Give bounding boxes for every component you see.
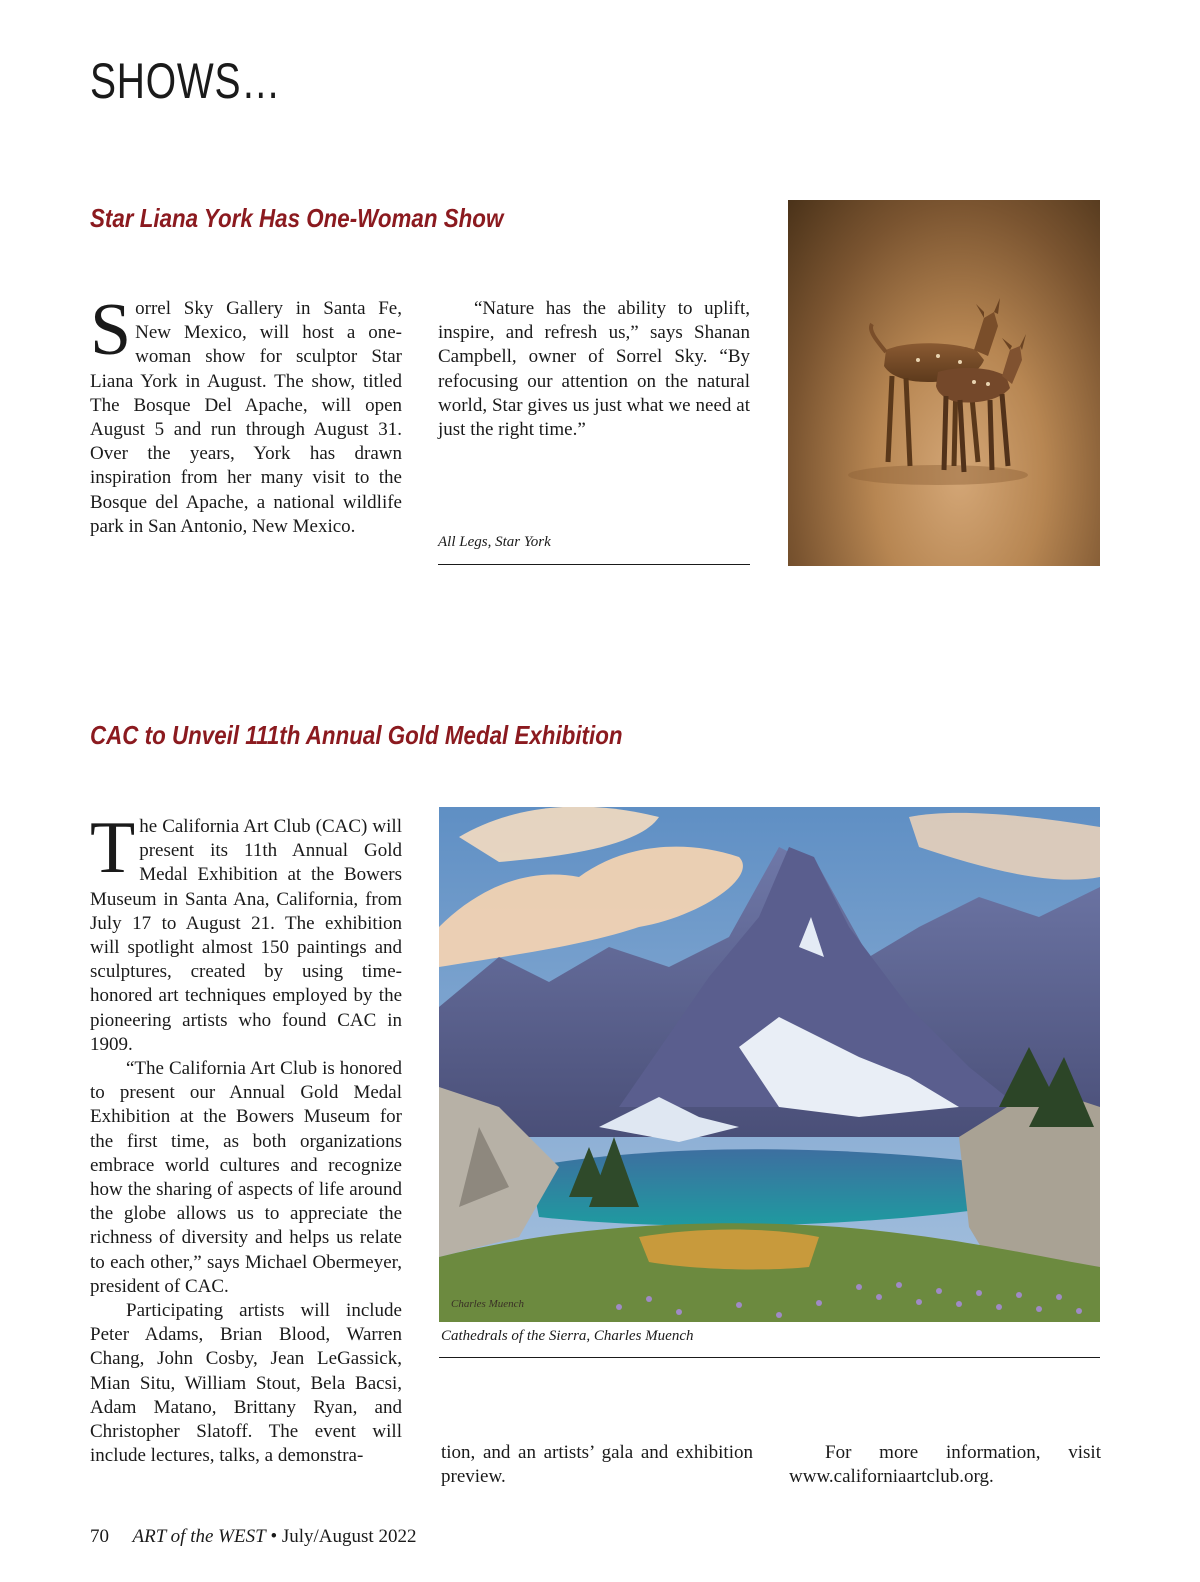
article1-headline: Star Liana York Has One-Woman Show xyxy=(90,203,504,233)
article1-column-1 xyxy=(90,289,402,539)
article1-caption-rule xyxy=(438,564,750,565)
article2-paragraph-4: For more information, visit www.californiaartclub.org. xyxy=(789,1442,1101,1488)
article2-column-3 xyxy=(789,1441,1101,1489)
article2-column-2 xyxy=(441,1441,753,1489)
mountain-painting-image xyxy=(439,807,1100,1322)
article2-caption-rule xyxy=(439,1357,1100,1358)
article2-paragraph-3a: Participating artists will include Peter Adams, Brian Blood, Warren Chang, John Cosby, Jean LeGassick, Mian Situ, William Stout, Bela Bacsi, Adam Matano, Brittany Ryan, and Christopher Slatoff. The event will include lectures, talks, a demonstra- xyxy=(90,1300,402,1467)
article2-headline: CAC to Unveil 111th Annual Gold Medal Exhibition xyxy=(90,720,623,750)
page-footer xyxy=(90,1526,416,1548)
mountain-painting-photo xyxy=(439,807,1100,1322)
fawn-sculpture-image xyxy=(788,200,1100,566)
article2-caption: Cathedrals of the Sierra, Charles Muench xyxy=(441,1328,694,1344)
article1-caption: All Legs, Star York xyxy=(438,534,551,550)
article1-paragraph-2: “Nature has the ability to uplift, inspire, and refresh us,” says Shanan Campbell, owner of Sorrel Sky. “By refocusing our attention on the natural world, Star gives us just what we need at just the right time.” xyxy=(438,298,750,441)
article2-paragraph-3b: tion, and an artists’ gala and exhibition preview. xyxy=(441,1442,753,1488)
magazine-name: ART of the WEST xyxy=(132,1526,266,1547)
issue-date: July/August 2022 xyxy=(281,1526,417,1547)
page-number: 70 xyxy=(90,1526,109,1547)
footer-bullet: • xyxy=(270,1526,278,1547)
article2-paragraph-2: “The California Art Club is honored to present our Annual Gold Medal Exhibition at the Bowers Museum for the first time, as both organizations embrace world cultures and recognize how the sharing of aspects of life around the globe allows us to appreciate the richness of diversity and helps us relate to each other,” says Michael Obermeyer, president of CAC. xyxy=(90,1058,402,1297)
fawn-sculpture-photo xyxy=(788,200,1100,566)
section-title: SHOWS… xyxy=(90,53,282,109)
article2-dropcap: T xyxy=(90,807,136,889)
article1-column-2 xyxy=(438,297,750,442)
article2-paragraph-1: The California Art Club (CAC) will present its 11th Annual Gold Medal Exhibition at the Bowers Museum in Santa Ana, California, from July 17 to August 21. The exhibition will spotlight almost 150 paintings and sculptures, created by using time-honored art techniques employed by the pioneering artists who found CAC in 1909. xyxy=(90,807,402,1055)
painting-signature: Charles Muench xyxy=(451,1298,525,1310)
article1-paragraph-1: Sorrel Sky Gallery in Santa Fe, New Mexico, will host a one-woman show for sculptor Star Liana York in August. The show, titled The Bosque Del Apache, will open August 5 and run through August 31. Over the years, York has drawn inspiration from her many visit to the Bosque del Apache, a national wildlife park in San Antonio, New Mexico. xyxy=(90,289,402,537)
article2-column-1 xyxy=(90,807,402,1468)
article1-dropcap: S xyxy=(90,289,132,371)
